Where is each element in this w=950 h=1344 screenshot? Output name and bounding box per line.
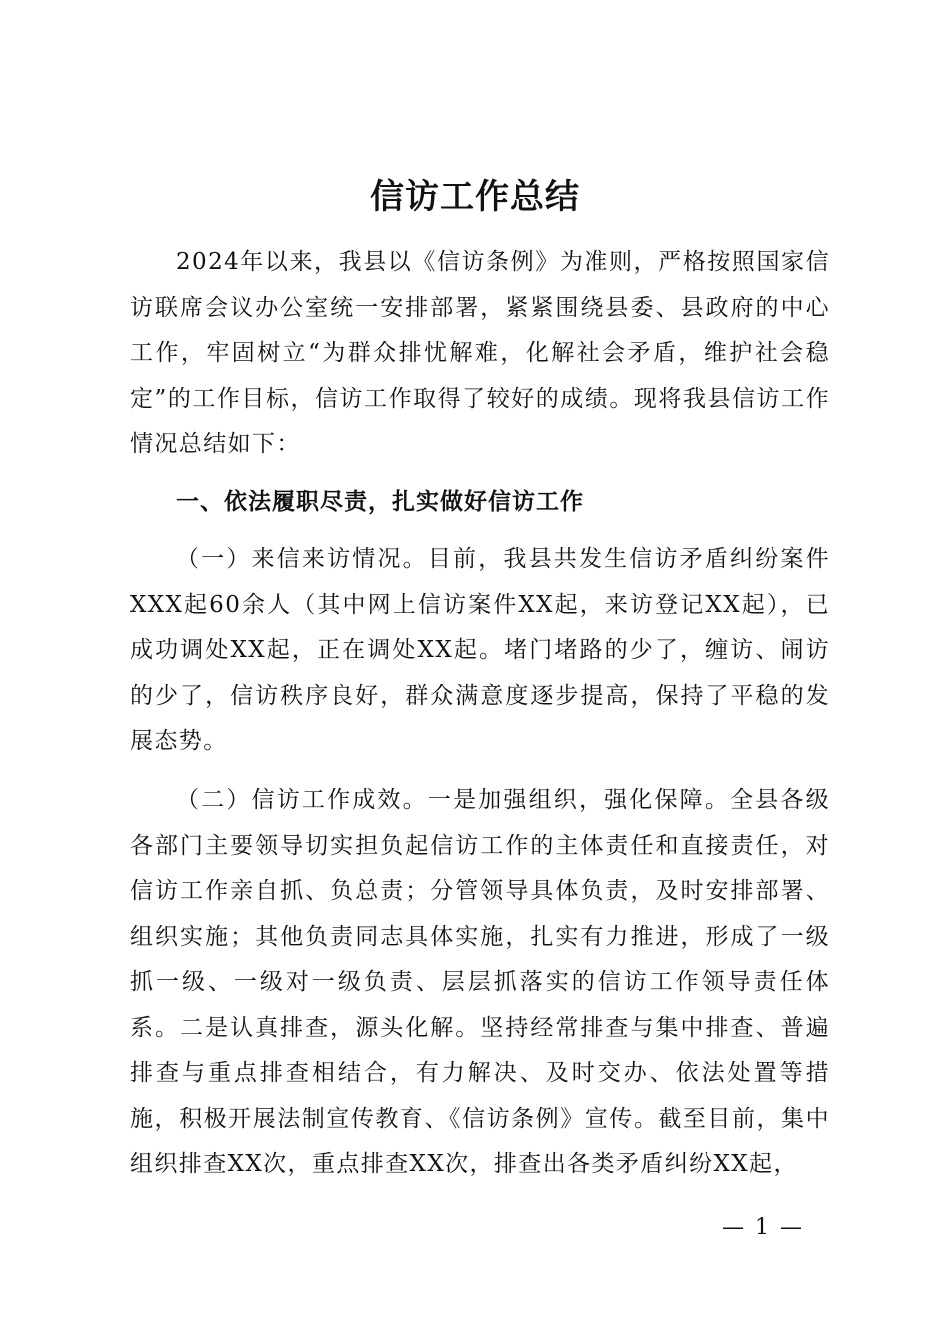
section-heading: 一、依法履职尽责，扎实做好信访工作 — [176, 489, 584, 515]
work-results-paragraph: （二）信访工作成效。一是加强组织，强化保障。全县各级各部门主要领导切实担负起信访工作的主体责任和直接责任，对信访工作亲自抓、负总责；分管领导具体负责，及时安排部署、组织实施；其他负责同志具体实施，扎实有力推进，形成了一级抓一级、一级对一级负责、层层抓落实的信访工作领导责任体系。二是认真排查，源头化解。坚持经常排查与集中排查、普遍排查与重点排查相结合，有力解决、及时交办、依法处置等措施，积极开展法制宣传教育、《信访条例》宣传。截至目前，集中组织排查XX次，重点排查XX次，排查出各类矛盾纠纷XX起， — [130, 787, 830, 1177]
letters-visits-paragraph: （一）来信来访情况。目前，我县共发生信访矛盾纠纷案件XXX起60余人（其中网上信访案件XX起，来访登记XX起），已成功调处XX起，正在调处XX起。堵门堵路的少了，缠访、闹访的少了，信访秩序良好，群众满意度逐步提高，保持了平稳的发展态势。 — [130, 546, 830, 754]
page-number: — 1 — — [722, 1215, 804, 1240]
intro-paragraph: 2024年以来，我县以《信访条例》为准则，严格按照国家信访联席会议办公室统一安排部署，紧紧围绕县委、县政府的中心工作，牢固树立“为群众排忧解难，化解社会矛盾，维护社会稳定”的工作目标，信访工作取得了较好的成绩。现将我县信访工作情况总结如下： — [130, 249, 830, 457]
document-title: 信访工作总结 — [370, 177, 580, 217]
